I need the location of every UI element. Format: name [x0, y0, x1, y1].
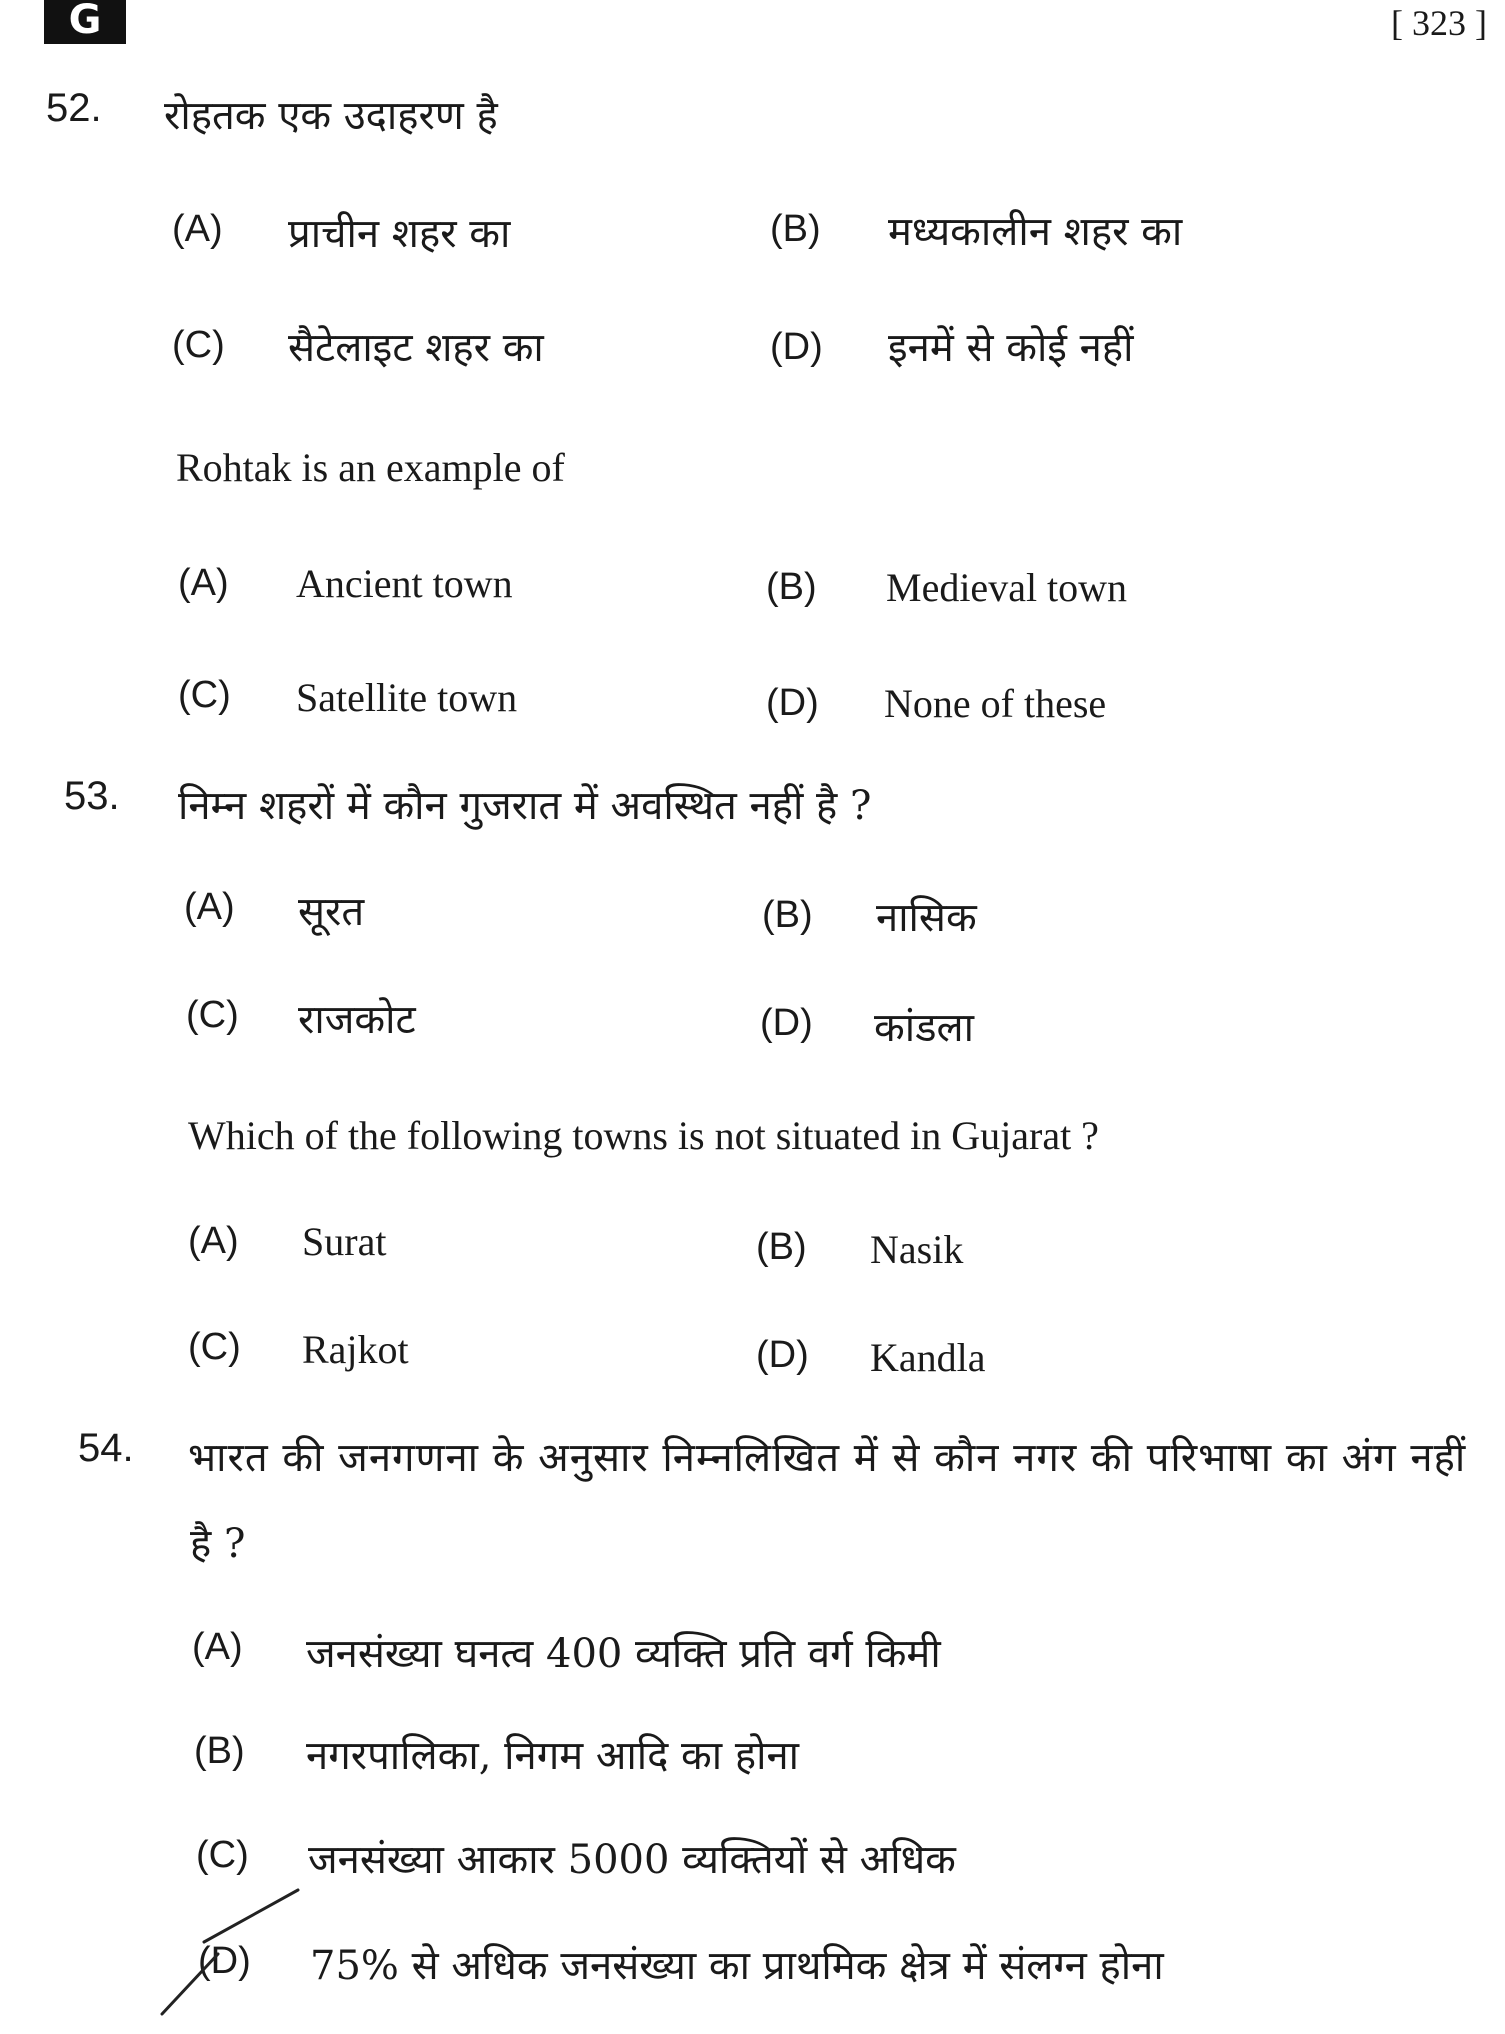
option-label: (C): [178, 674, 231, 716]
option-text: Ancient town: [296, 561, 513, 606]
option-label: (C): [172, 324, 225, 366]
option-label: (B): [766, 566, 817, 608]
option-label: (B): [756, 1226, 807, 1268]
option-text: मध्यकालीन शहर का: [888, 209, 1183, 255]
option-label: (D): [760, 1002, 813, 1044]
option-text: Kandla: [870, 1335, 986, 1380]
option-label: (A): [178, 562, 229, 604]
option-text: नासिक: [876, 895, 977, 941]
question-text-hindi: रोहतक एक उदाहरण है: [164, 93, 498, 139]
page-number: [ 323 ]: [1391, 3, 1487, 43]
option-text: प्राचीन शहर का: [288, 211, 511, 257]
option-text: Satellite town: [296, 675, 518, 720]
question-text-hindi: भारत की जनगणना के अनुसार निम्नलिखित में से कौन नगर की परिभाषा का अंग नहीं: [188, 1435, 1467, 1481]
question-text-hindi: निम्न शहरों में कौन गुजरात में अवस्थित नहीं है ?: [178, 783, 872, 829]
option-text: जनसंख्या घनत्व 400 व्यक्ति प्रति वर्ग किमी: [306, 1631, 941, 1677]
option-label: (A): [172, 208, 223, 250]
option-text: Medieval town: [886, 565, 1128, 610]
option-text: कांडला: [874, 1005, 974, 1051]
question-text-hindi-continued: है ?: [190, 1521, 246, 1567]
option-label: (B): [194, 1730, 245, 1772]
option-text: Rajkot: [302, 1327, 409, 1372]
option-text: सैटेलाइट शहर का: [288, 325, 544, 371]
option-label: (B): [770, 208, 821, 250]
option-label: (A): [184, 886, 235, 928]
option-text: 75% से अधिक जनसंख्या का प्राथमिक क्षेत्र में संलग्न होना: [310, 1943, 1164, 1989]
option-text: Surat: [302, 1219, 387, 1264]
option-label: (D): [198, 1940, 251, 1982]
option-text: Nasik: [870, 1227, 964, 1272]
option-text: सूरत: [298, 889, 365, 935]
question-number: 52.: [46, 86, 102, 130]
option-label: (C): [186, 994, 239, 1036]
option-label: (D): [756, 1334, 809, 1376]
option-text: जनसंख्या आकार 5000 व्यक्तियों से अधिक: [308, 1837, 956, 1883]
option-label: (D): [770, 326, 823, 368]
option-label: (A): [188, 1220, 239, 1262]
question-number: 54.: [78, 1426, 134, 1470]
option-label: (A): [192, 1626, 243, 1668]
option-label: (D): [766, 682, 819, 724]
question-text-english: Which of the following towns is not situated in Gujarat ?: [188, 1113, 1099, 1158]
option-label: (B): [762, 894, 813, 936]
option-label: (C): [196, 1834, 249, 1876]
question-text-english: Rohtak is an example of: [176, 445, 565, 490]
section-badge: G: [44, 0, 126, 44]
option-text: नगरपालिका, निगम आदि का होना: [306, 1733, 800, 1779]
option-text: इनमें से कोई नहीं: [888, 325, 1134, 371]
option-text: राजकोट: [298, 997, 416, 1043]
handwritten-tick-mark: [158, 1884, 308, 2024]
option-text: None of these: [884, 681, 1107, 726]
question-number: 53.: [64, 774, 120, 818]
option-label: (C): [188, 1326, 241, 1368]
